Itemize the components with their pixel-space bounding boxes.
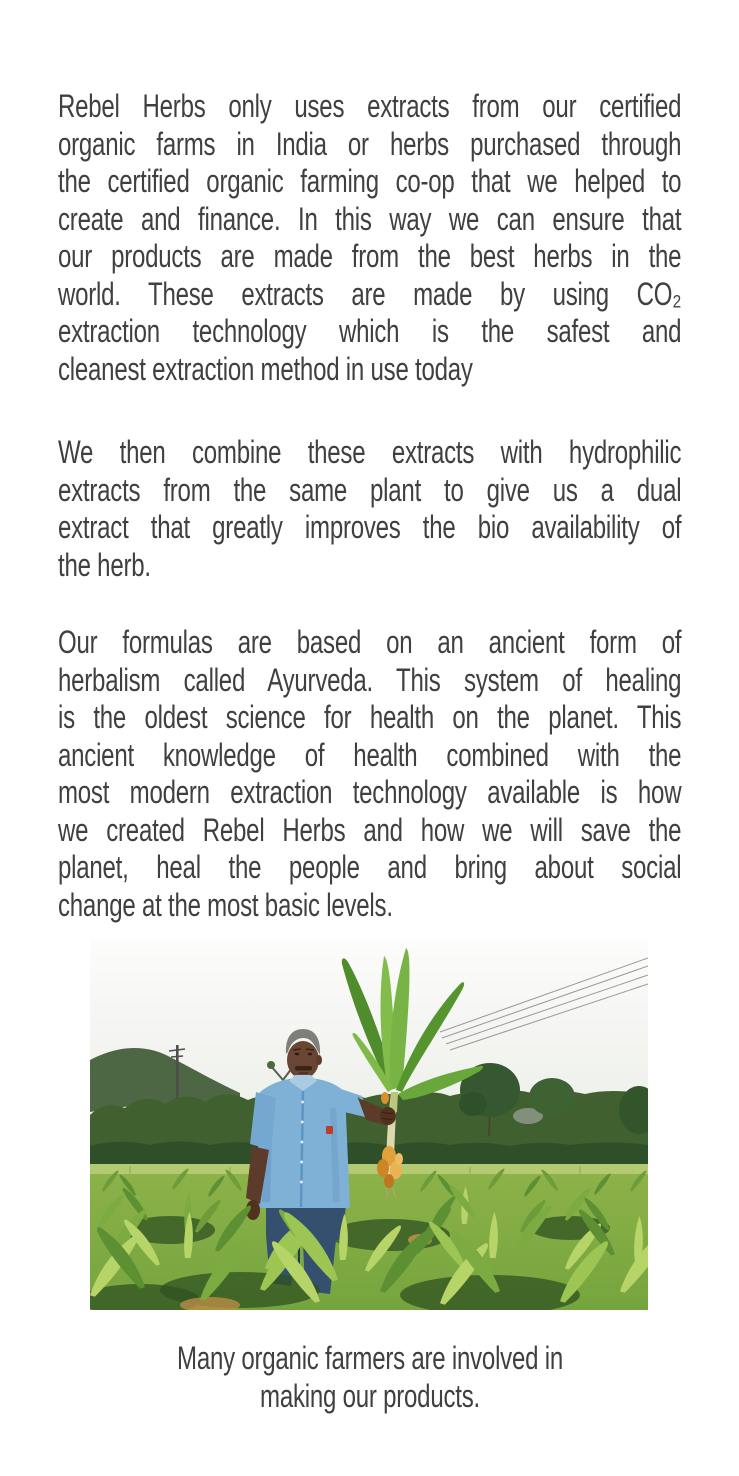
text-line: Our formulas are based on an ancient form of <box>58 624 682 660</box>
paragraph-2 <box>58 434 681 584</box>
farmer-right-hand <box>380 1107 396 1125</box>
body-text <box>58 88 681 924</box>
text-line: the herb. <box>58 546 151 583</box>
caption-line: making our products. <box>260 1377 480 1414</box>
text-line: most modern extraction technology available is how <box>58 774 682 810</box>
photo-caption <box>58 1340 681 1415</box>
text-line: extraction technology which is the safest and <box>58 313 682 349</box>
paragraph-1 <box>58 88 681 388</box>
farm-photo <box>90 940 648 1310</box>
text-line: We then combine these extracts with hydrophilic <box>58 434 682 470</box>
text-line: cleanest extraction method in use today <box>58 350 473 387</box>
text-line: extract that greatly improves the bio availability of <box>58 509 682 545</box>
caption-line: Many organic farmers are involved in <box>177 1340 563 1376</box>
text-line: our products are made from the best herbs in the <box>58 238 682 274</box>
farm-photo-illustration <box>90 940 648 1310</box>
text-line: world. These extracts are made by using CO₂ <box>58 275 682 312</box>
text-line: we created Rebel Herbs and how we will save the <box>58 811 682 848</box>
text-line: herbalism called Ayurveda. This system of healing <box>58 661 682 698</box>
text-line: organic farms in India or herbs purchased through <box>58 125 682 162</box>
text-line: ancient knowledge of health combined with the <box>58 736 682 773</box>
shirt-logo <box>326 1126 333 1134</box>
paragraph-3 <box>58 624 681 924</box>
text-line: extracts from the same plant to give us a dual <box>58 471 682 508</box>
text-line: planet, heal the people and bring about social <box>58 849 682 885</box>
text-line: Rebel Herbs only uses extracts from our certified <box>58 88 682 124</box>
text-line: the certified organic farming co-op that we helped to <box>58 163 682 199</box>
text-line: create and finance. In this way we can ensure that <box>58 200 682 237</box>
text-line: is the oldest science for health on the planet. This <box>58 699 682 735</box>
text-line: change at the most basic levels. <box>58 886 393 923</box>
